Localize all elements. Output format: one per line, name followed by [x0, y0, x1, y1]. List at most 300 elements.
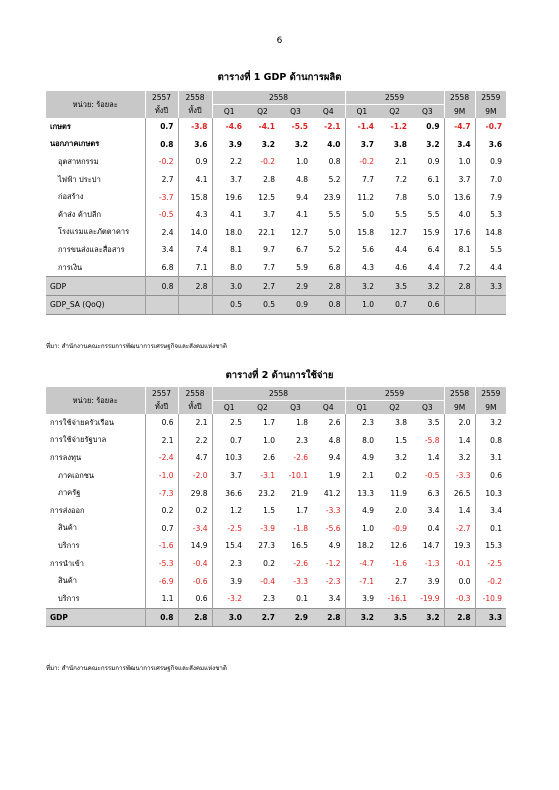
cell-value: 1.4 — [427, 453, 440, 463]
cell-value: 3.4 — [475, 502, 506, 520]
cell-value: 16.5 — [291, 541, 308, 551]
cell-value: 2.1 — [345, 467, 378, 485]
cell-value: 5.0 — [328, 227, 341, 237]
cell-value: 3.9 — [345, 590, 378, 608]
row-label: GDP_SA (QoQ) — [46, 295, 145, 314]
cell-value: 2.8 — [312, 277, 345, 296]
col-sub: Q2 — [246, 401, 279, 415]
cell-value: 6.1 — [427, 175, 440, 185]
page-number: 6 — [276, 36, 283, 46]
cell-value: -7.1 — [345, 572, 378, 590]
cell-value: 2.7 — [395, 576, 408, 586]
cell-value: -5.3 — [145, 555, 178, 573]
cell-value: -3.3 — [293, 576, 308, 586]
cell-value: 3.2 — [411, 277, 444, 296]
table-row — [46, 484, 506, 502]
cell-value: 1.9 — [328, 471, 341, 481]
cell-value — [444, 295, 475, 314]
cell-value: 12.7 — [390, 227, 408, 237]
cell-value — [145, 295, 178, 314]
cell-value: 6.3 — [427, 488, 440, 498]
cell-value: 0.8 — [145, 277, 178, 296]
col-sub: 9M — [444, 105, 475, 119]
cell-value: 15.9 — [422, 227, 440, 237]
cell-value: -3.3 — [325, 506, 341, 516]
col-year: 2558 — [178, 91, 212, 105]
cell-value: -5.5 — [291, 122, 308, 132]
cell-value: 0.8 — [312, 295, 345, 314]
cell-value: 4.3 — [345, 259, 378, 277]
cell-value: 2.3 — [345, 414, 378, 432]
cell-value: -0.7 — [475, 118, 506, 136]
cell-value: 1.1 — [145, 590, 178, 608]
cell-value: 3.4 — [328, 594, 341, 604]
row-label: บริการ — [58, 540, 80, 550]
cell-value: 0.7 — [378, 295, 411, 314]
cell-value: -0.4 — [260, 576, 275, 586]
table-row — [46, 153, 506, 171]
cell-value: 21.9 — [291, 488, 308, 498]
cell-value: 0.8 — [328, 157, 341, 167]
cell-value: 12.7 — [291, 227, 308, 237]
row-label: การขนส่งและสื่อสาร — [58, 244, 125, 254]
cell-value: 2.3 — [263, 594, 275, 604]
col-sub: ทั้งปี — [145, 401, 178, 415]
row-label: ภาคเอกชน — [58, 470, 94, 480]
col-sub: Q1 — [345, 105, 378, 119]
cell-value: 3.3 — [475, 608, 506, 627]
cell-value: -0.4 — [178, 555, 212, 573]
cell-value: 3.2 — [426, 139, 440, 149]
table1-gdp-production — [46, 91, 506, 315]
cell-value: 3.4 — [427, 506, 440, 516]
cell-value: 2.2 — [178, 432, 212, 450]
cell-value: 4.4 — [395, 245, 408, 255]
cell-value: 1.7 — [263, 418, 275, 428]
table-row — [46, 241, 506, 259]
cell-value: 1.5 — [395, 435, 408, 445]
cell-value: 4.1 — [178, 171, 212, 189]
cell-value: -0.2 — [475, 572, 506, 590]
cell-value: 8.0 — [345, 432, 378, 450]
cell-value: 5.9 — [296, 263, 308, 273]
col-sub: Q3 — [411, 105, 444, 119]
cell-value: 2.7 — [246, 608, 279, 627]
cell-value: 2.7 — [145, 171, 178, 189]
cell-value: 41.2 — [323, 488, 341, 498]
cell-value: 18.2 — [345, 537, 378, 555]
cell-value: 3.2 — [345, 277, 378, 296]
cell-value: 14.8 — [475, 224, 506, 242]
cell-value: -16.1 — [387, 594, 408, 604]
table-row — [46, 555, 506, 573]
row-label: บริการ — [58, 593, 80, 603]
cell-value: 10.3 — [212, 449, 246, 467]
cell-value: 3.7 — [444, 171, 475, 189]
col-sub: Q3 — [279, 105, 312, 119]
cell-value: -3.9 — [260, 523, 275, 533]
cell-value: 1.0 — [263, 435, 275, 445]
cell-value: -1.4 — [345, 118, 378, 136]
row-label: สินค้า — [58, 576, 77, 586]
cell-value: 0.9 — [178, 153, 212, 171]
table2-header — [46, 387, 506, 414]
cell-value: 7.1 — [178, 259, 212, 277]
row-label: การใช้จ่ายรัฐบาล — [50, 435, 107, 445]
col-year: 2558 — [444, 387, 475, 401]
row-label: ค้าส่ง ค้าปลีก — [58, 209, 101, 219]
cell-value: 0.9 — [475, 153, 506, 171]
col-year-group: 2559 — [345, 387, 444, 401]
cell-value: 0.5 — [246, 295, 279, 314]
table-row — [46, 537, 506, 555]
cell-value: 4.4 — [475, 259, 506, 277]
cell-value: 0.1 — [475, 520, 506, 538]
cell-value: 3.0 — [212, 277, 246, 296]
table-row — [46, 502, 506, 520]
cell-value: 0.6 — [411, 295, 444, 314]
cell-value: 3.2 — [294, 139, 308, 149]
cell-value: -1.0 — [145, 467, 178, 485]
cell-value: 1.4 — [444, 502, 475, 520]
cell-value: 0.8 — [145, 136, 178, 154]
cell-value: 7.4 — [178, 241, 212, 259]
cell-value: 3.4 — [444, 136, 475, 154]
cell-value: 2.8 — [444, 608, 475, 627]
cell-value: 2.8 — [263, 175, 275, 185]
cell-value: 5.2 — [328, 245, 341, 255]
cell-value: 14.0 — [178, 224, 212, 242]
cell-value: 5.2 — [328, 175, 341, 185]
cell-value: 36.6 — [212, 484, 246, 502]
cell-value: 1.0 — [444, 153, 475, 171]
cell-value: -5.6 — [325, 523, 341, 533]
cell-value: 2.8 — [178, 277, 212, 296]
cell-value: 3.2 — [444, 449, 475, 467]
cell-value: 2.5 — [212, 414, 246, 432]
col-sub: Q2 — [378, 105, 411, 119]
unit-label: หน่วย: ร้อยละ — [46, 387, 145, 414]
cell-value: -10.9 — [475, 590, 506, 608]
cell-value: 9.7 — [263, 245, 275, 255]
cell-value: -3.2 — [212, 590, 246, 608]
col-sub: Q1 — [212, 105, 246, 119]
cell-value — [178, 295, 212, 314]
col-sub: Q1 — [345, 401, 378, 415]
cell-value: 3.2 — [411, 608, 444, 627]
cell-value — [475, 295, 506, 314]
cell-value: 18.0 — [212, 224, 246, 242]
cell-value: 13.3 — [345, 484, 378, 502]
cell-value: 2.0 — [395, 506, 408, 516]
cell-value: 2.7 — [246, 277, 279, 296]
cell-value: 5.5 — [395, 210, 408, 220]
cell-value: 3.4 — [145, 241, 178, 259]
cell-value: 0.2 — [263, 559, 275, 569]
cell-value: 2.3 — [296, 435, 308, 445]
table-row — [46, 520, 506, 538]
cell-value: 7.9 — [475, 188, 506, 206]
cell-value: 29.8 — [178, 484, 212, 502]
cell-value: 5.0 — [345, 206, 378, 224]
cell-value: 14.7 — [422, 541, 440, 551]
table-row — [46, 277, 506, 296]
cell-value: 1.5 — [263, 506, 275, 516]
cell-value: -0.5 — [424, 471, 440, 481]
cell-value: -4.7 — [345, 555, 378, 573]
cell-value: 3.1 — [475, 449, 506, 467]
cell-value: 4.0 — [327, 139, 341, 149]
cell-value: -3.8 — [178, 118, 212, 136]
col-sub: ทั้งปี — [178, 105, 212, 119]
row-label: อุตสาหกรรม — [58, 156, 99, 166]
cell-value: 7.7 — [345, 171, 378, 189]
cell-value: 3.2 — [345, 608, 378, 627]
table-row — [46, 572, 506, 590]
cell-value: 3.3 — [475, 277, 506, 296]
cell-value: 7.7 — [263, 263, 275, 273]
cell-value: 2.6 — [263, 453, 275, 463]
cell-value: 3.2 — [261, 139, 275, 149]
cell-value: 0.9 — [279, 295, 312, 314]
table-row — [46, 224, 506, 242]
cell-value: -0.3 — [444, 590, 475, 608]
table-row — [46, 414, 506, 432]
row-label: โรงแรมและภัตตาคาร — [58, 227, 130, 237]
cell-value: -1.3 — [424, 559, 440, 569]
row-label: การลงทุน — [50, 452, 82, 462]
cell-value: -0.2 — [145, 153, 178, 171]
cell-value: -0.5 — [145, 206, 178, 224]
row-label: ภาครัฐ — [58, 488, 81, 498]
cell-value: 12.5 — [258, 192, 275, 202]
col-sub: ทั้งปี — [145, 105, 178, 119]
row-label: นอกภาคเกษตร — [50, 139, 100, 149]
row-label: เกษตร — [50, 121, 71, 131]
cell-value: 8.0 — [212, 259, 246, 277]
cell-value: 3.6 — [178, 136, 212, 154]
cell-value: 2.8 — [312, 608, 345, 627]
cell-value: 4.1 — [296, 210, 308, 220]
cell-value: 6.8 — [328, 263, 341, 273]
cell-value: 6.8 — [145, 259, 178, 277]
cell-value: 2.8 — [178, 608, 212, 627]
cell-value: 7.8 — [395, 192, 408, 202]
cell-value: 5.5 — [475, 241, 506, 259]
table-row — [46, 467, 506, 485]
cell-value: 4.7 — [178, 449, 212, 467]
cell-value: 3.2 — [475, 414, 506, 432]
cell-value: 13.6 — [444, 188, 475, 206]
cell-value: 3.9 — [212, 136, 246, 154]
col-sub: Q1 — [212, 401, 246, 415]
col-sub: Q2 — [378, 401, 411, 415]
table-row — [46, 432, 506, 450]
cell-value: 4.4 — [427, 263, 440, 273]
cell-value: -2.6 — [293, 559, 308, 569]
cell-value: 0.9 — [427, 157, 440, 167]
cell-value: 7.2 — [395, 175, 408, 185]
cell-value: 3.7 — [263, 210, 275, 220]
col-sub: 9M — [475, 401, 506, 415]
cell-value: 4.8 — [328, 435, 341, 445]
table-row — [46, 590, 506, 608]
cell-value: 4.1 — [212, 206, 246, 224]
cell-value: 22.1 — [258, 227, 275, 237]
cell-value: 0.2 — [178, 502, 212, 520]
cell-value: 3.2 — [395, 453, 408, 463]
cell-value: 3.6 — [475, 136, 506, 154]
cell-value: 11.2 — [345, 188, 378, 206]
cell-value: 11.9 — [390, 488, 408, 498]
cell-value: -0.6 — [178, 572, 212, 590]
table-row — [46, 136, 506, 154]
table-row — [46, 118, 506, 136]
col-sub: ทั้งปี — [178, 401, 212, 415]
cell-value: 2.3 — [212, 555, 246, 573]
cell-value: 2.9 — [279, 608, 312, 627]
cell-value: 4.9 — [345, 502, 378, 520]
row-label: ไฟฟ้า ประปา — [58, 174, 101, 184]
table1-header — [46, 91, 506, 118]
cell-value: 15.8 — [345, 224, 378, 242]
cell-value: 0.4 — [427, 523, 440, 533]
cell-value: -1.2 — [390, 122, 408, 132]
cell-value: 3.0 — [212, 608, 246, 627]
cell-value: 2.9 — [279, 277, 312, 296]
table2-source: ที่มา: สำนักงานคณะกรรมการพัฒนาการเศรษฐกิจและสังคมแห่งชาติ — [46, 665, 227, 672]
cell-value: 14.9 — [178, 537, 212, 555]
cell-value: -2.0 — [178, 467, 212, 485]
table1-body — [46, 118, 506, 314]
cell-value: 3.8 — [395, 418, 408, 428]
cell-value: 4.0 — [444, 206, 475, 224]
cell-value: 5.3 — [475, 206, 506, 224]
cell-value: -3.4 — [178, 520, 212, 538]
cell-value: 0.1 — [296, 594, 308, 604]
col-sub: Q3 — [279, 401, 312, 415]
row-label: การนำเข้า — [50, 558, 85, 568]
unit-label: หน่วย: ร้อยละ — [46, 91, 145, 118]
col-year-group: 2559 — [345, 91, 444, 105]
cell-value: 8.1 — [444, 241, 475, 259]
cell-value: 8.1 — [212, 241, 246, 259]
cell-value: 7.2 — [444, 259, 475, 277]
table-row — [46, 259, 506, 277]
row-label: การใช้จ่ายครัวเรือน — [50, 417, 115, 427]
cell-value: 1.8 — [296, 418, 308, 428]
cell-value: 2.6 — [328, 418, 341, 428]
cell-value: -4.7 — [444, 118, 475, 136]
cell-value: 1.7 — [296, 506, 308, 516]
table-row — [46, 608, 506, 627]
cell-value: -3.7 — [145, 188, 178, 206]
cell-value: 1.0 — [345, 520, 378, 538]
row-label: สินค้า — [58, 523, 77, 533]
cell-value: -2.5 — [475, 555, 506, 573]
cell-value: 1.2 — [212, 502, 246, 520]
cell-value: 1.4 — [444, 432, 475, 450]
table1-title: ตารางที่ 1 GDP ด้านการผลิต — [217, 72, 342, 83]
cell-value: -0.9 — [392, 523, 408, 533]
cell-value: 6.7 — [296, 245, 308, 255]
cell-value: 3.5 — [378, 608, 411, 627]
cell-value: 0.7 — [145, 520, 178, 538]
cell-value: 3.7 — [212, 171, 246, 189]
row-label: การเงิน — [58, 262, 83, 272]
cell-value: -2.1 — [324, 122, 341, 132]
cell-value: 9.4 — [296, 192, 308, 202]
cell-value: -1.6 — [392, 559, 408, 569]
cell-value: 3.8 — [393, 139, 408, 149]
table-row — [46, 171, 506, 189]
col-year: 2559 — [475, 387, 506, 401]
cell-value: -3.1 — [260, 471, 275, 481]
cell-value: -1.2 — [325, 559, 341, 569]
cell-value: 2.1 — [178, 414, 212, 432]
row-label: GDP — [46, 608, 145, 627]
cell-value: -2.5 — [212, 520, 246, 538]
col-year: 2557 — [145, 91, 178, 105]
cell-value: 23.9 — [323, 192, 341, 202]
cell-value: 4.8 — [296, 175, 308, 185]
cell-value: 10.3 — [475, 484, 506, 502]
cell-value: -3.3 — [444, 467, 475, 485]
cell-value: 4.9 — [328, 541, 341, 551]
cell-value: -7.3 — [145, 484, 178, 502]
cell-value: 3.5 — [427, 418, 440, 428]
cell-value: -19.9 — [420, 594, 440, 604]
cell-value: 6.4 — [427, 245, 440, 255]
cell-value: 9.4 — [328, 453, 341, 463]
table1-source: ที่มา: สำนักงานคณะกรรมการพัฒนาการเศรษฐกิจและสังคมแห่งชาติ — [46, 343, 227, 350]
col-year-group: 2558 — [212, 387, 345, 401]
col-sub: 9M — [475, 105, 506, 119]
cell-value: -6.9 — [145, 572, 178, 590]
col-year: 2558 — [178, 387, 212, 401]
cell-value: 27.3 — [258, 541, 275, 551]
cell-value: 2.1 — [145, 432, 178, 450]
cell-value: 0.5 — [212, 295, 246, 314]
cell-value: 2.2 — [212, 153, 246, 171]
cell-value: -1.8 — [293, 523, 308, 533]
table2-gdp-expenditure — [46, 387, 506, 627]
cell-value: 0.9 — [426, 122, 440, 132]
cell-value: -2.3 — [325, 576, 341, 586]
cell-value: -2.7 — [444, 520, 475, 538]
cell-value: 0.7 — [145, 118, 178, 136]
cell-value: 3.9 — [427, 576, 440, 586]
cell-value: 15.3 — [475, 537, 506, 555]
cell-value: 2.8 — [444, 277, 475, 296]
cell-value: -0.2 — [345, 153, 378, 171]
cell-value: 0.2 — [395, 471, 408, 481]
col-sub: Q4 — [312, 401, 345, 415]
cell-value: 0.6 — [145, 414, 178, 432]
cell-value: 5.5 — [427, 210, 440, 220]
col-sub: Q4 — [312, 105, 345, 119]
cell-value: 0.8 — [475, 432, 506, 450]
cell-value: 0.6 — [178, 590, 212, 608]
cell-value: 0.6 — [475, 467, 506, 485]
col-year: 2557 — [145, 387, 178, 401]
cell-value: 2.1 — [395, 157, 408, 167]
cell-value: -4.6 — [212, 118, 246, 136]
cell-value: -2.6 — [293, 453, 308, 463]
cell-value: 23.2 — [258, 488, 275, 498]
row-label: GDP — [46, 277, 145, 296]
cell-value: 19.6 — [212, 188, 246, 206]
